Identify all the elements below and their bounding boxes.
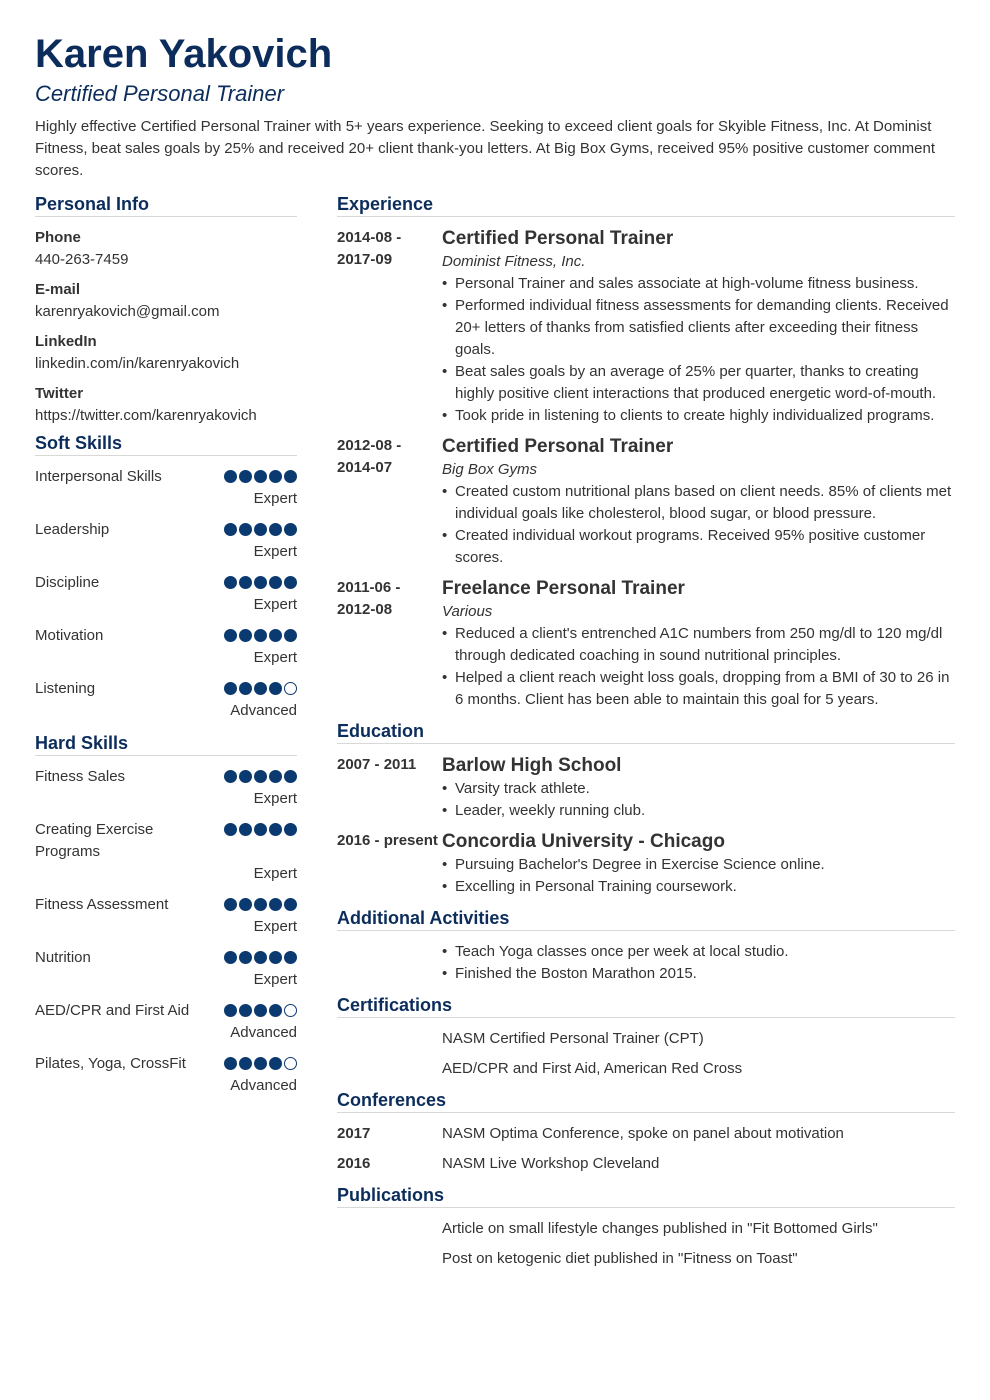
filled-dot-icon [254,470,267,483]
info-value: 440-263-7459 [35,251,129,268]
item-title: Barlow High School [442,755,622,776]
item-text: NASM Optima Conference, spoke on panel about motivation [442,1125,844,1142]
filled-dot-icon [284,523,297,536]
skill-row [35,519,297,541]
skill-rating [224,519,297,541]
filled-dot-icon [269,1004,282,1017]
experience-item [337,435,955,569]
info-value[interactable]: https://twitter.com/karenryakovich [35,407,257,424]
date-range [337,941,442,985]
section-heading: Personal Info [35,192,297,217]
skill-rating [224,819,297,841]
skill-item [35,1000,297,1044]
skill-item [35,947,297,991]
skill-rating [224,947,297,969]
filled-dot-icon [239,823,252,836]
skill-name: Creating Exercise Programs [35,821,154,860]
skill-row [35,894,297,916]
skill-level: Expert [253,490,297,507]
item-text: AED/CPR and First Aid, American Red Cross [442,1060,743,1077]
skill-level: Expert [253,971,297,988]
company: Big Box Gyms [442,461,538,478]
bullet-item: • Teach Yoga classes once per week at local studio. [442,941,955,963]
filled-dot-icon [284,898,297,911]
bullet-item: • Pursuing Bachelor's Degree in Exercise Science online. [442,854,955,876]
bullet-item: • Beat sales goals by an average of 25% per quarter, thanks to creating highly positive client interactions that produced energetic word-of-mouth. [442,361,955,405]
bullet-item: • Reduced a client's entrenched A1C numbers from 250 mg/dl to 120 mg/dl through dedicated coaching in sound nutritional principles. [442,623,955,667]
skill-row [35,1000,297,1022]
empty-dot-icon [284,1004,297,1017]
education-item [337,754,955,822]
item-title: Concordia University - Chicago [442,831,725,852]
filled-dot-icon [284,770,297,783]
skill-item [35,894,297,938]
item-title: Certified Personal Trainer [442,436,674,457]
section-heading: Publications [337,1183,955,1208]
filled-dot-icon [269,1057,282,1070]
filled-dot-icon [254,629,267,642]
filled-dot-icon [269,629,282,642]
filled-dot-icon [224,629,237,642]
date-range: 2014-08 - 2017-09 [337,229,402,268]
info-label: E-mail [35,281,81,298]
item-body [442,754,955,822]
date-range: 2011-06 - 2012-08 [337,579,401,618]
skill-row [35,1053,297,1075]
skill-item [35,519,297,563]
experience-item [337,577,955,711]
section-heading: Experience [337,192,955,217]
info-value[interactable]: karenryakovich@gmail.com [35,303,220,320]
bullet-item: • Created individual workout programs. Received 95% positive customer scores. [442,525,955,569]
skill-item [35,572,297,616]
skill-name: Fitness Assessment [35,896,169,913]
info-value[interactable]: linkedin.com/in/karenryakovich [35,355,240,372]
bullet-item: • Personal Trainer and sales associate at high-volume fitness business. [442,273,955,295]
bullet-item: • Took pride in listening to clients to create highly individualized programs. [442,405,955,427]
empty-dot-icon [284,1057,297,1070]
filled-dot-icon [284,470,297,483]
skill-name: AED/CPR and First Aid [35,1002,190,1019]
skill-level: Advanced [230,1024,297,1041]
skill-rating [224,678,297,700]
bullet-list [442,854,955,898]
publications-item [337,1248,955,1270]
item-title: Freelance Personal Trainer [442,578,685,599]
filled-dot-icon [269,576,282,589]
filled-dot-icon [269,898,282,911]
filled-dot-icon [224,682,237,695]
bullet-item: • Varsity track athlete. [442,778,955,800]
publications-section [337,1183,955,1270]
info-label: Phone [35,229,81,246]
company: Various [442,603,493,620]
skill-level: Expert [253,649,297,666]
filled-dot-icon [239,470,252,483]
filled-dot-icon [224,523,237,536]
skill-level: Advanced [230,702,297,719]
date: 2017 [337,1125,371,1142]
section-heading: Education [337,719,955,744]
skill-level: Expert [253,596,297,613]
activities-section [337,906,955,985]
filled-dot-icon [239,576,252,589]
skill-rating [224,572,297,594]
bullet-list [442,623,955,711]
filled-dot-icon [284,823,297,836]
skill-row [35,678,297,700]
education-section [337,719,955,898]
skill-row [35,466,297,488]
skill-name: Listening [35,680,96,697]
filled-dot-icon [224,823,237,836]
filled-dot-icon [224,1057,237,1070]
filled-dot-icon [239,951,252,964]
skill-row [35,625,297,647]
experience-item [337,227,955,427]
skill-item [35,678,297,722]
bullet-list [442,273,955,427]
filled-dot-icon [254,1057,267,1070]
skill-name: Fitness Sales [35,768,126,785]
bullet-item: • Excelling in Personal Training coursework. [442,876,955,898]
item-text: NASM Certified Personal Trainer (CPT) [442,1030,704,1047]
filled-dot-icon [239,770,252,783]
filled-dot-icon [224,576,237,589]
filled-dot-icon [284,576,297,589]
date [337,1028,442,1050]
bullet-item: • Helped a client reach weight loss goals, dropping from a BMI of 30 to 26 in 6 months. Client has been able to maintain this goal for 5 years. [442,667,955,711]
filled-dot-icon [254,951,267,964]
skill-rating [224,766,297,788]
filled-dot-icon [254,682,267,695]
bullet-item: • Performed individual fitness assessments for demanding clients. Received 20+ letters of thanks from satisfied clients after exceeding their fitness goals. [442,295,955,361]
bullet-list [442,941,955,985]
item-body [442,830,955,898]
filled-dot-icon [254,823,267,836]
item-body [442,435,955,569]
bullet-item: • Finished the Boston Marathon 2015. [442,963,955,985]
skill-name: Pilates, Yoga, CrossFit [35,1055,186,1072]
skill-rating [224,466,297,488]
summary: Highly effective Certified Personal Trainer with 5+ years experience. Seeking to exceed client goals for Skyible Fitness, Inc. At Dominist Fitness, beat sales goals by 25% and received 20+ client thank-you letters. At Big Box Gyms, received 95% positive customer comment scores. [35,118,936,179]
candidate-title: Certified Personal Trainer [35,81,285,106]
skill-row [35,572,297,594]
filled-dot-icon [239,1057,252,1070]
date-range: 2012-08 - 2014-07 [337,437,402,476]
filled-dot-icon [239,898,252,911]
skill-item [35,766,297,810]
empty-dot-icon [284,682,297,695]
bullet-list [442,778,955,822]
item-text: Post on ketogenic diet published in "Fitness on Toast" [442,1250,798,1267]
left-column [35,192,297,1106]
skill-row [35,947,297,969]
skill-level: Expert [253,865,297,882]
hard-skills-section [35,731,297,1097]
skill-item [35,819,297,885]
personal-info-section [35,192,297,427]
bullet-item: • Created custom nutritional plans based on client needs. 85% of clients met individual goals like cholesterol, blood sugar, or blood pressure. [442,481,955,525]
right-column [337,192,955,1278]
item-body [442,577,955,711]
bullet-list [442,481,955,569]
skill-name: Leadership [35,521,110,538]
info-label: Twitter [35,385,84,402]
item-text: Article on small lifestyle changes published in "Fit Bottomed Girls" [442,1220,878,1237]
filled-dot-icon [269,823,282,836]
skill-name: Discipline [35,574,100,591]
section-heading: Soft Skills [35,431,297,456]
candidate-name: Karen Yakovich [35,32,333,76]
skill-level: Advanced [230,1077,297,1094]
skill-name: Motivation [35,627,104,644]
skill-rating [224,1053,297,1075]
publications-item [337,1218,955,1240]
certifications-item [337,1058,955,1080]
filled-dot-icon [239,682,252,695]
filled-dot-icon [269,523,282,536]
section-heading: Conferences [337,1088,955,1113]
skill-row [35,819,297,863]
activities-item [337,941,955,985]
company: Dominist Fitness, Inc. [442,253,586,270]
filled-dot-icon [254,523,267,536]
filled-dot-icon [224,898,237,911]
date: 2016 [337,1155,371,1172]
education-item [337,830,955,898]
section-heading: Hard Skills [35,731,297,756]
skill-item [35,466,297,510]
filled-dot-icon [284,629,297,642]
skill-item [35,1053,297,1097]
filled-dot-icon [254,576,267,589]
skill-rating [224,1000,297,1022]
section-heading: Certifications [337,993,955,1018]
section-heading: Additional Activities [337,906,955,931]
date-range: 2007 - 2011 [337,756,417,773]
filled-dot-icon [269,770,282,783]
filled-dot-icon [254,770,267,783]
filled-dot-icon [254,1004,267,1017]
skill-rating [224,894,297,916]
filled-dot-icon [269,470,282,483]
skill-name: Interpersonal Skills [35,468,162,485]
soft-skills-section [35,431,297,722]
skill-name: Nutrition [35,949,91,966]
item-body [442,227,955,427]
info-label: LinkedIn [35,333,97,350]
certifications-item [337,1028,955,1050]
filled-dot-icon [224,770,237,783]
filled-dot-icon [254,898,267,911]
filled-dot-icon [239,629,252,642]
certifications-section [337,993,955,1080]
date-range: 2016 - present [337,832,438,849]
skill-level: Expert [253,918,297,935]
item-body [442,941,955,985]
date [337,1218,442,1240]
skill-row [35,766,297,788]
item-text: NASM Live Workshop Cleveland [442,1155,660,1172]
skill-level: Expert [253,543,297,560]
date [337,1248,442,1270]
filled-dot-icon [269,951,282,964]
filled-dot-icon [224,1004,237,1017]
filled-dot-icon [269,682,282,695]
filled-dot-icon [284,951,297,964]
conferences-item [337,1153,955,1175]
filled-dot-icon [224,470,237,483]
skill-level: Expert [253,790,297,807]
conferences-item [337,1123,955,1145]
skill-rating [224,625,297,647]
skill-item [35,625,297,669]
filled-dot-icon [224,951,237,964]
filled-dot-icon [239,1004,252,1017]
bullet-item: • Leader, weekly running club. [442,800,955,822]
item-title: Certified Personal Trainer [442,228,674,249]
experience-section [337,192,955,711]
filled-dot-icon [239,523,252,536]
conferences-section [337,1088,955,1175]
date [337,1058,442,1080]
